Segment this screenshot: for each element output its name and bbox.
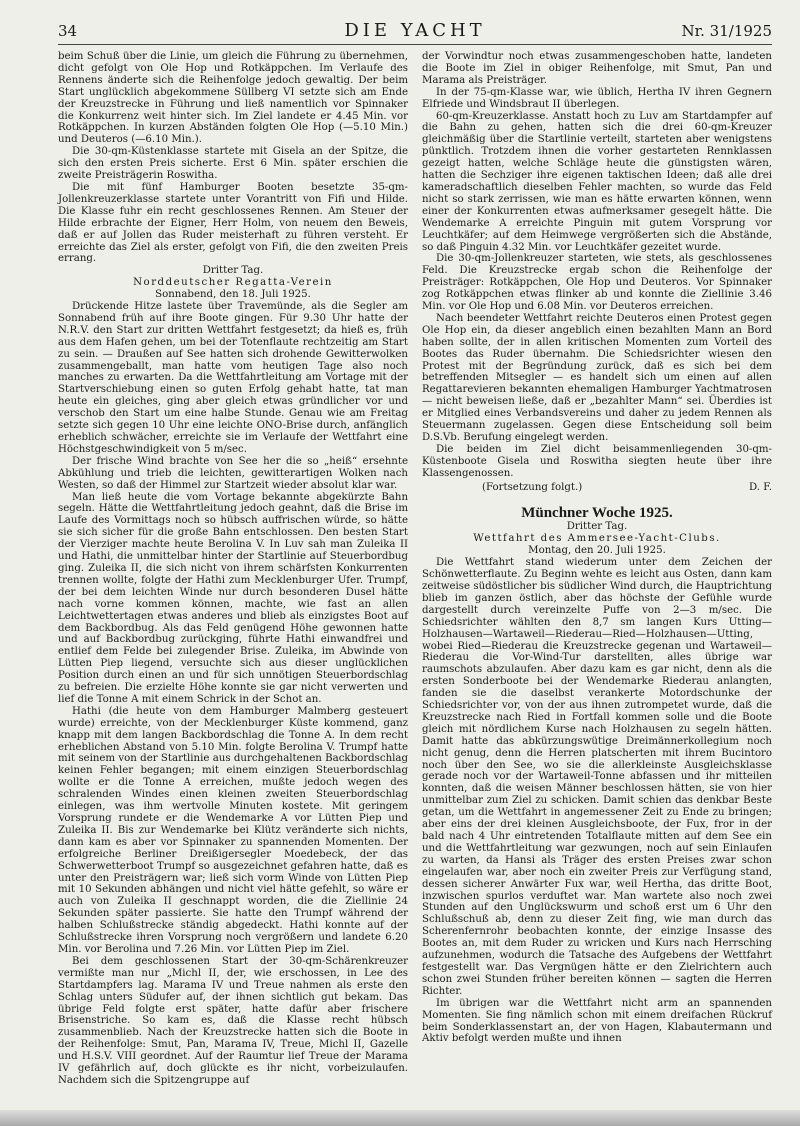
right-column: [422, 51, 772, 1087]
text-columns: [58, 51, 772, 1087]
paragraph: Drückende Hitze lastete über Travemünde, als die Segler am Sonnabend früh auf ihre Boote gingen. Für 9.30 Uhr hatte der N.R.V. den Start zur dritten Wettfahrt festgesetzt; da hieß es, früh aus dem Hafen gehen, um bei der Totenflaute rechtzeitig am Start zu sein. — Draußen auf See hatten sich drohende Gewitterwolken zusammengeballt, man hatte vom heutigen Tage also noch manches zu erwarten. Da die Wettfahrtleitung am Vortage mit der Startverschiebung einen so guten Erfolg gehabt hatte, tat man heute ein gleiches, ging aber gleich etwas gründlicher vor und verschob den Start um eine halbe Stunde. Genau wie am Freitag setzte sich gegen 10 Uhr eine leichte ONO-Brise durch, anfänglich erheblich schwächer, erreichte sie im Verlaufe der Wettfahrt eine Höchstgeschwindigkeit von 5 m/sec.: [58, 301, 408, 455]
day-heading: Dritter Tag.: [566, 521, 628, 533]
paragraph: 60-qm-Kreuzerklasse. Anstatt hoch zu Luv am Startdampfer auf die Bahn zu gehen, hatten sich die drei 60-qm-Kreuzer gleichmäßig über die Startlinie verteilt, starteten aber wenigstens pünktlich. Trotzdem ihnen die vorher gestarteten Rennklassen gezeigt hatten, welche Schläge heute die günstigsten wären, hatten die Sechziger ihre eigenen taktischen Ideen; daß alle drei kameradschaftlich dieselben Fehler machten, so wurde das Feld nicht so stark zerrissen, wie man es hätte erwarten können, wenn einer der Konkurrenten etwas aufmerksamer gesegelt hätte. Die Wendemarke A erreichte Pinguin mit gutem Vorsprung vor Leuchtkäfer; auf dem Heimwege vergrößerten sich die Abstände, so daß Pinguin 4.32 Min. vor Leuchtkäfer gezeitet wurde.: [422, 110, 772, 253]
publication-title: DIE YACHT: [344, 20, 486, 41]
paragraph: beim Schuß über die Linie, um gleich die Führung zu übernehmen, dicht gefolgt von Ole Hop und Rotkäppchen. Im Verlaufe des Rennens änderte sich die Reihenfolge jedoch gewaltig. Der beim Start unglücklich abgekommene Süllberg VI setzte sich am Ende der Kreuzstrecke in Führung und ließ namentlich vor Spinnaker die Konkurrenz weit hinter sich. Im Ziel landete er 4.45 Min. vor Rotkäppchen. In kurzen Abständen folgten Ole Hop (—5.10 Min.) und Deuteros (—6.10 Min.).: [58, 51, 408, 146]
paragraph: Im übrigen war die Wettfahrt nicht arm an spannenden Momenten. Sie fing nämlich schon mit einem dreifachen Rückruf beim Sonderklassenstart an, der von Hagen, Klabautermann und Aktiv befolgt werden mußte und ihnen: [422, 997, 772, 1045]
page-header: [58, 22, 772, 45]
scan-edge: [0, 1110, 800, 1126]
paragraph: Die 30-qm-Jollenkreuzer starteten, wie stets, als geschlossenes Feld. Die Kreuzstrecke ergab schon die Reihenfolge der Preisträger: Rotkäppchen, Ole Hop und Deuteros. Vor Spinnaker zog Rotkäppchen etwas flinker ab und konnte die Ziellinie 3.46 Min. vor Ole Hop und 6.08 Min. vor Deuteros erreichen.: [422, 253, 772, 313]
paragraph: Hathi (die heute von dem Hamburger Malmberg gesteuert wurde) erreichte, von der Mecklenburger Küste kommend, ganz knapp mit dem langen Backbordschlag die Tonne A. In dem recht erheblichen Abstand von 5.10 Min. folgte Berolina V. Trumpf hatte mit seinem von der Startlinie aus durchgehaltenen Backbordschlag keinen Fehler begangen; mit einem einzigen Steuerbordschlag wollte er die Tonne A erreichen, mußte jedoch wegen des schralenden Windes einen kleinen zweiten Steuerbordschlag einlegen, was ihm wertvolle Minuten kostete. Mit geringem Vorsprung rundete er die Wendemarke A vor Lütten Piep und Zuleika II. Bis zur Wendemarke bei Klütz veränderte sich nichts, dann kam es aber vor Spinnaker zu spannenden Momenten. Der erfolgreiche Berliner Dreißigersegler Moedebeck, der das Schwerwetterboot Trumpf so ausgezeichnet gefahren hatte, daß es unter den Preisträgern war; ließ sich vorm Winde von Lütten Piep mit 10 Sekunden abhängen und nicht viel hätte gefehlt, so wäre er auch von Zuleika II geschnappt worden, die die Ziellinie 24 Sekunden später passierte. Sie hatte den Trumpf während der halben Schlußstrecke ständig abgedeckt. Hathi konnte auf der Schlußstrecke ihren Vorsprung noch vergrößern und landete 6.20 Min. vor Berolina und 7.26 Min. vor Lütten Piep im Ziel.: [58, 705, 408, 955]
paragraph: Die beiden im Ziel dicht beisammenliegenden 30-qm-Küstenboote Gisela und Roswitha siegten heute über ihre Klassengenossen.: [422, 443, 772, 479]
club-heading: Wettfahrt des Ammersee-Yacht-Clubs.: [473, 533, 721, 545]
page-number: 34: [58, 22, 78, 40]
paragraph: In der 75-qm-Klasse war, wie üblich, Hertha IV ihren Gegnern Elfriede und Windsbraut II überlegen.: [422, 86, 772, 110]
paragraph: Die mit fünf Hamburger Booten besetzte 35-qm-Jollenkreuzerklasse startete unter Vorantritt von Fifi und Hilde. Die Klasse fuhr ein recht geschlossenes Rennen. Am Steuer der Hilde erbrachte der Eigner, Herr Holm, von neuem den Beweis, daß er auf Jollen das Ruder meisterhaft zu führen versteht. Er erreichte das Ziel als erster, gefolgt von Fifi, die den zweiten Preis errang.: [58, 181, 408, 265]
paragraph: Die 30-qm-Küstenklasse startete mit Gisela an der Spitze, die sich den ersten Preis sicherte. Erst 6 Min. später erschien die zweite Preisträgerin Roswitha.: [58, 146, 408, 182]
date-heading: Sonnabend, den 18. Juli 1925.: [155, 289, 311, 301]
paragraph: Der frische Wind brachte von See her die so „heiß“ ersehnte Abkühlung und trieb die leichten, gewitterartigen Wolken nach Westen, so daß der Himmel zur Startzeit wieder absolut klar war.: [58, 455, 408, 491]
left-column: [58, 51, 408, 1087]
continuation-line: [422, 482, 772, 494]
continuation-note: (Fortsetzung folgt.): [482, 481, 583, 493]
paragraph: Man ließ heute die vom Vortage bekannte abgekürzte Bahn segeln. Hätte die Wettfahrtleitung jedoch geahnt, daß die Brise im Laufe des Vormittags noch so hübsch auffrischen würde, so hätte sie sich sicher für die große Bahn entschlossen. Den besten Start der Vierziger machte heute Berolina V. In Luv sah man Zuleika II und Hathi, die unmittelbar hinter der Startlinie auf Steuerbordbug ging. Zuleika II, die sich nicht von ihrem schärfsten Konkurrenten trennen wollte, folgte der Hathi zum Mecklenburger Ufer. Trumpf, der bei dem leichten Winde nur durch besonderen Dusel hätte nach vorne kommen können, machte, wie fast an allen Leichtwettertagen etwas anderes und blieb als einzigstes Boot auf dem Backbordbug. Als das Feld genügend Höhe gewonnen hatte und auf Backbordbug zurückging, führte Hathi einwandfrei und entlief dem Felde bei zulegender Brise. Zuleika, im Abwinde von Lütten Piep liegend, versuchte sich aus dieser unglücklichen Position durch einen an und für sich unnötigen Steuerbordschlag zu befreien. Die erzielte Höhe konnte sie gar nicht verwerten und lief die Tonne A mit einem Schrick in der Schot an.: [58, 491, 408, 705]
author-initials: D. F.: [749, 481, 772, 493]
date-heading: Montag, den 20. Juli 1925.: [528, 545, 666, 557]
paragraph: Bei dem geschlossenen Start der 30-qm-Schärenkreuzer vermißte man nur „Michl II, der, wie erschossen, in Lee des Startdampfers lag. Marama IV und Treue nahmen als erste den Schlag unters Südufer auf, der ihnen sichtlich gut bekam. Das übrige Feld folgte erst später, hatte dafür aber frischere Brisenstriche. So kam es, daß die Klasse recht hübsch zusammenblieb. Nach der Kreuzstrecke hatten sich die Boote in der Reihenfolge: Smut, Pan, Marama IV, Treue, Michl II, Gazelle und H.S.V. VIII geordnet. Auf der Raumtur lief Treue der Marama IV gefährlich auf, doch glückte es ihr nicht, vorbeizulaufen. Nachdem sich die Spitzengruppe auf: [58, 955, 408, 1086]
paragraph: Nach beendeter Wettfahrt reichte Deuteros einen Protest gegen Ole Hop ein, da dieser angeblich einen bezahlten Mann an Bord haben sollte, der in allen kritischen Momenten zum Vorteil des Bootes das Ruder übernahm. Die Schiedsrichter wiesen den Protest mit der Begründung zurück, daß es sich bei dem betreffenden Mitsegler — es handelt sich um einen auf allen Regattarevieren bekannten ehemaligen Hamburger Yachtmatrosen — nicht beweisen ließe, daß er „bezahlter Mann“ sei. Überdies ist er Mitglied eines Verbandsvereins und daher zu jedem Rennen als Steuermann zugelassen. Gegen diese Entscheidung soll beim D.S.Vb. Berufung eingelegt werden.: [422, 312, 772, 443]
issue-number: Nr. 31/1925: [681, 22, 772, 40]
section-title: Münchner Woche 1925.: [521, 504, 673, 521]
paragraph: der Vorwindtur noch etwas zusammengeschoben hatte, landeten die Boote im Ziel in obiger Reihenfolge, mit Smut, Pan und Marama als Preisträger.: [422, 51, 772, 86]
paragraph: Die Wettfahrt stand wiederum unter dem Zeichen der Schönwetterflaute. Zu Beginn wehte es leicht aus Osten, dann kam zeitweise südöstlicher bis südlicher Wind durch, die Hauptrichtung blieb im ganzen östlich, aber das höchste der Gefühle wurde dargestellt durch vereinzelte Puffe von 2—3 m/sec. Die Schiedsrichter wählten den 8,7 sm langen Kurs Utting—Holzhausen—Wartaweil—Riederau—Ried—Holzhausen—Utting, wobei Ried—Riederau die Kreuzstrecke gegenan und Wartaweil—Riederau die Vor-Wind-Tur darstellten, alles übrige war raumschots abzulaufen. Aber dazu kam es gar nicht, denn als die ersten Sonderboote bei der Wendemarke Riederau anlangten, fanden sie die daselbst verankerte Motordschunke der Schiedsrichter vor, von der aus ihnen zutrompetet wurde, daß die Kreuzstrecke nach Ried in Fortfall kommen solle und die Boote gleich mit nördlichem Kurse nach Holzhausen zu segeln hätten. Damit hatte das abkürzungswütige Dreimännerkollegium noch nicht genug, denn die Herren platscherten mit ihrem Bucintoro noch über den See, wo sie die allerkleinste Ausgleichsklasse gerade noch vor der Wartaweil-Tonne abfassen und ihr mitteilen konnten, daß die weisen Männer beschlossen hätten, sie von hier unmittelbar zum Ziel zu schicken. Damit schien das denkbar Beste getan, um die Wettfahrt in angemessener Zeit zu Ende zu bringen; aber eins der drei kleinen Ausgleichsboote, der Fux, fror in der bald nach 4 Uhr eintretenden Totalflaute mitten auf dem See ein und die Wettfahrtleitung war gezwungen, noch auf sein Einlaufen zu warten, da Hansi als Träger des ersten Preises zwar schon eingelaufen war, aber noch ein zweiter Preis zur Verfügung stand, dessen sicherer Anwärter Fux war, weil Hertha, das dritte Boot, inzwischen spurlos verduftet war. Man wartete also noch zwei Stunden auf den Unglückswurm und schoß erst um 6 Uhr den Schlußschuß ab, denn zu dieser Zeit fing, wie man durch das Scherenfernrohr beobachten konnte, der einzige Insasse des Bootes an, mit dem Ruder zu wricken und Kurs nach Herrsching aufzunehmen, wodurch die Tatsache des Aufgebens der Wettfahrt festgestellt war. Das Vergnügen hätte er den Zielrichtern auch schon zwei Stunden früher bereiten können — sagten die Herren Richter.: [422, 557, 772, 997]
club-heading: Norddeutscher Regatta-Verein: [133, 277, 333, 289]
day-heading: Dritter Tag.: [202, 265, 264, 277]
